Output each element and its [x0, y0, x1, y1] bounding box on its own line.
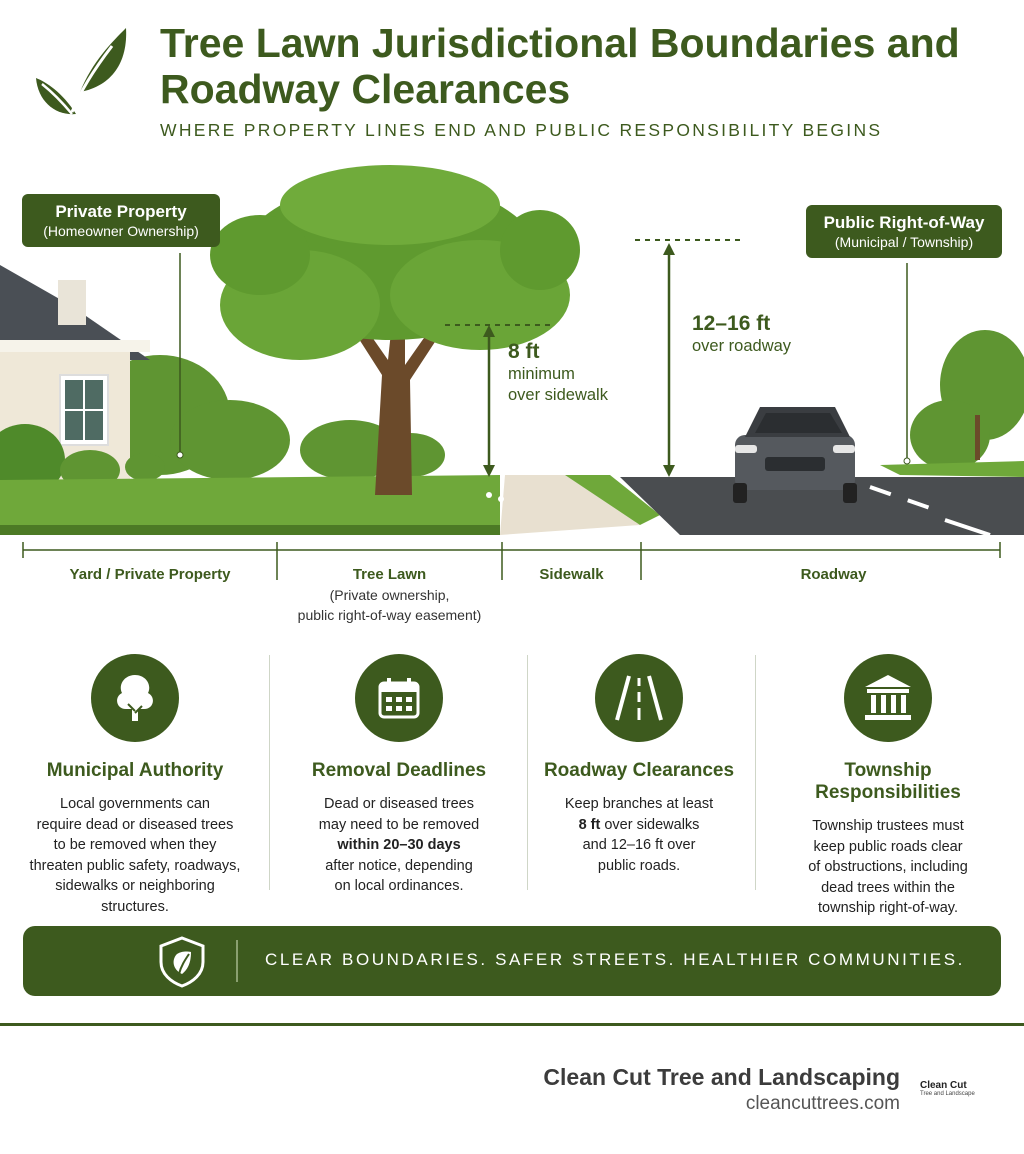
card-title: Township Responsibilities — [815, 760, 961, 803]
zone-tree-lawn — [277, 566, 502, 625]
card-township-responsibilities — [772, 650, 1004, 919]
card-title: Removal Deadlines — [311, 760, 487, 781]
card-line: to be removed when they — [53, 837, 217, 853]
private-property-title: Private Property — [55, 202, 187, 221]
tree-icon — [91, 654, 179, 742]
card-line: structures. — [101, 898, 169, 915]
zone-yard-label: Yard / Private Property — [69, 566, 231, 583]
card-line: public roads. — [597, 857, 681, 874]
page-title: Tree Lawn Jurisdictional Boundaries and Roadway Clearances — [160, 20, 960, 112]
banner-separator — [236, 940, 238, 982]
card-line: township right-of-way. — [818, 900, 958, 916]
company-name: Clean Cut Tree and Landscaping — [543, 1064, 900, 1090]
card-line: keep public roads clear — [813, 838, 963, 855]
card-line: over sidewalks — [600, 816, 700, 833]
shield-leaf-icon — [155, 936, 209, 988]
card-line: of obstructions, including — [808, 859, 968, 875]
footer-divider — [0, 1023, 1024, 1026]
card-body — [534, 794, 744, 876]
card-body — [772, 816, 1004, 919]
zone-tree-lawn-label: Tree Lawn — [352, 566, 427, 583]
card-line-bold: within 20–30 days — [337, 837, 461, 853]
sidewalk-clearance-line1: minimum — [508, 365, 575, 383]
page-subtitle: WHERE PROPERTY LINES END AND PUBLIC RESPONSIBILITY BEGINS — [160, 120, 883, 140]
card-line: on local ordinances. — [334, 878, 464, 894]
card-line: Local governments can — [60, 796, 210, 812]
card-line: dead trees within the — [821, 879, 955, 896]
private-property-label — [22, 194, 220, 247]
card-removal-deadlines — [284, 650, 514, 897]
leaf-logo-icon — [32, 22, 128, 118]
road-clearance-value: 12–16 ft — [692, 312, 771, 335]
card-body — [284, 794, 514, 897]
calendar-icon — [355, 654, 443, 742]
company-logo — [920, 1080, 1004, 1106]
company-logo-line1: Clean Cut — [920, 1080, 967, 1091]
card-line: Dead or diseased trees — [324, 796, 474, 812]
company-info — [543, 1064, 900, 1115]
card-line-bold: 8 ft — [578, 816, 601, 833]
header — [0, 0, 1024, 160]
card-roadway-clearances — [534, 650, 744, 876]
company-url[interactable]: cleancuttrees.com — [745, 1093, 900, 1114]
public-right-of-way-label — [806, 205, 1002, 258]
zone-sidewalk-label: Sidewalk — [539, 566, 604, 583]
info-cards — [0, 650, 1024, 916]
card-title: Municipal Authority — [46, 760, 224, 781]
banner-text: CLEAR BOUNDARIES. SAFER STREETS. HEALTHIER COMMUNITIES. — [265, 950, 965, 969]
zone-tree-lawn-note2: public right-of-way easement) — [297, 607, 482, 623]
card-line: and 12–16 ft over — [582, 837, 696, 853]
zone-roadway — [641, 566, 1024, 585]
card-line: Township trustees must — [812, 818, 964, 834]
tagline-banner — [23, 926, 1001, 996]
card-line: sidewalks or neighboring — [55, 878, 215, 894]
private-property-subtitle: (Homeowner Ownership) — [43, 223, 199, 239]
government-building-icon — [844, 654, 932, 742]
public-right-of-way-subtitle: (Municipal / Township) — [834, 234, 974, 250]
zone-ruler — [0, 540, 1024, 630]
zone-sidewalk — [502, 566, 641, 585]
sidewalk-clearance-callout — [508, 340, 608, 406]
card-body — [15, 794, 255, 917]
card-line: may need to be removed — [318, 816, 480, 833]
road-clearance-line1: over roadway — [692, 337, 792, 355]
public-right-of-way-title: Public Right-of-Way — [823, 213, 985, 232]
zone-yard — [23, 566, 277, 585]
company-logo-line2: Tree and Landscape — [920, 1091, 975, 1097]
road-icon — [595, 654, 683, 742]
card-line: after notice, depending — [325, 857, 473, 874]
sidewalk-clearance-line2: over sidewalk — [508, 386, 608, 404]
card-line: Keep branches at least — [564, 796, 714, 812]
zone-tree-lawn-note1: (Private ownership, — [329, 587, 450, 603]
sidewalk-clearance-value: 8 ft — [508, 340, 540, 363]
card-line: threaten public safety, roadways, — [29, 857, 241, 874]
card-municipal-authority — [15, 650, 255, 917]
zone-roadway-label: Roadway — [800, 566, 867, 583]
road-clearance-callout — [692, 312, 791, 357]
card-line: require dead or diseased trees — [36, 816, 234, 833]
card-title: Roadway Clearances — [543, 760, 735, 781]
